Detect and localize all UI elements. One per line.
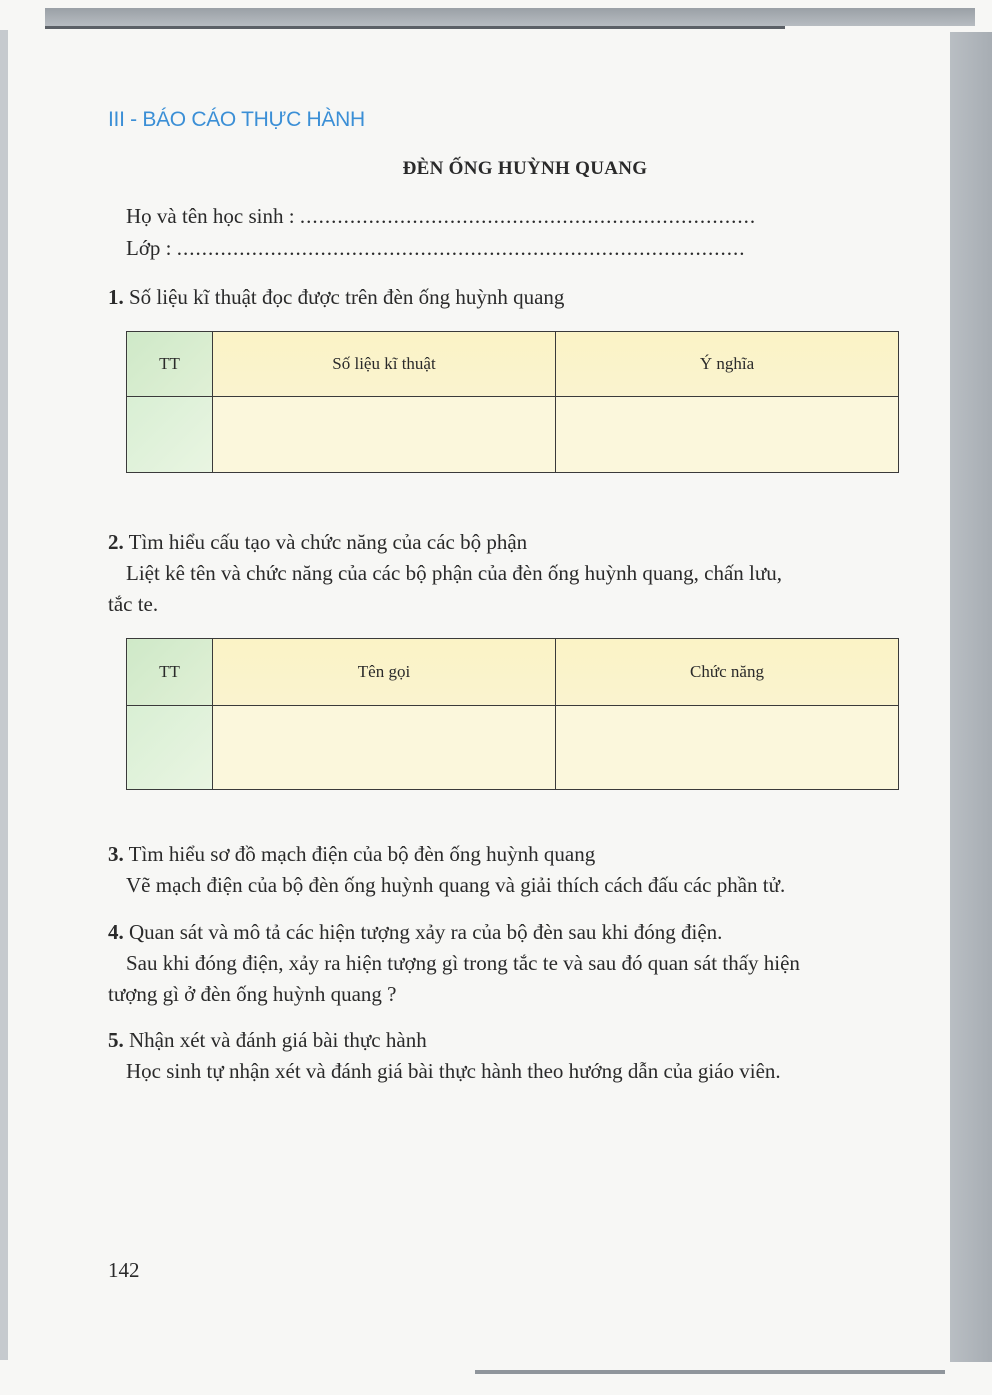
item-4-number: 4.: [108, 920, 124, 944]
item-2-description-line1: Liệt kê tên và chức năng của các bộ phận của đèn ống huỳnh quang, chấn lưu,: [126, 561, 783, 585]
item-4-description-line1: Sau khi đóng điện, xảy ra hiện tượng gì trong tắc te và sau đó quan sát thấy hiện: [126, 951, 800, 975]
item-2-heading: [108, 527, 908, 558]
class-field: [126, 236, 781, 261]
table-cell-empty[interactable]: [556, 397, 899, 473]
table-header-cell: TT: [127, 332, 213, 397]
scan-line-bottom: [475, 1370, 945, 1374]
page-number: 142: [108, 1258, 140, 1282]
table-cell-empty[interactable]: [127, 706, 213, 790]
item-2: [108, 527, 908, 620]
table-cell-empty[interactable]: [127, 397, 213, 473]
item-3-description-line1: Vẽ mạch điện của bộ đèn ống huỳnh quang và giải thích cách đấu các phần tử.: [126, 873, 786, 897]
table-header-cell: Ý nghĩa: [556, 332, 899, 397]
section-heading: III - BÁO CÁO THỰC HÀNH: [108, 108, 365, 131]
table-cell-empty[interactable]: [556, 706, 899, 790]
table-cell-empty[interactable]: [213, 397, 556, 473]
item-5-description-line1: Học sinh tự nhận xét và đánh giá bài thực hành theo hướng dẫn của giáo viên.: [126, 1059, 781, 1083]
student-name-field: [126, 204, 786, 229]
scan-border-top: [45, 8, 975, 26]
table-header-cell: TT: [127, 639, 213, 706]
item-3: [108, 839, 908, 901]
item-2-number: 2.: [108, 530, 124, 554]
class-dots: ...........................................................................................: [176, 236, 746, 260]
table-header-row: [127, 639, 899, 706]
table-header-row: [127, 332, 899, 397]
components-table: [126, 638, 899, 790]
item-3-heading: [108, 839, 908, 870]
scan-border-left: [0, 30, 8, 1360]
table-row: [127, 706, 899, 790]
item-4-title: Quan sát và mô tả các hiện tượng xảy ra của bộ đèn sau khi đóng điện.: [129, 920, 723, 944]
item-1-title: Số liệu kĩ thuật đọc được trên đèn ống huỳnh quang: [129, 285, 565, 309]
item-4-description-line2: tượng gì ở đèn ống huỳnh quang ?: [108, 982, 397, 1006]
item-1: [108, 282, 564, 313]
item-1-number: 1.: [108, 285, 124, 309]
item-5-heading: [108, 1025, 908, 1056]
scan-line-top: [45, 26, 785, 29]
document-title: ĐÈN ỐNG HUỲNH QUANG: [402, 158, 648, 179]
technical-data-table: [126, 331, 899, 473]
item-5: [108, 1025, 908, 1087]
scan-border-right: [950, 32, 992, 1362]
item-5-number: 5.: [108, 1028, 124, 1052]
table-header-cell: Số liệu kĩ thuật: [213, 332, 556, 397]
item-5-title: Nhận xét và đánh giá bài thực hành: [129, 1028, 427, 1052]
item-2-title: Tìm hiểu cấu tạo và chức năng của các bộ phận: [128, 530, 528, 554]
class-label: Lớp :: [126, 236, 172, 260]
table-row: [127, 397, 899, 473]
item-4: [108, 917, 908, 1010]
table-header-cell: Tên gọi: [213, 639, 556, 706]
table-header-cell: Chức năng: [556, 639, 899, 706]
item-4-heading: [108, 917, 908, 948]
student-name-dots: .........................................................................: [299, 204, 757, 228]
item-3-title: Tìm hiểu sơ đồ mạch điện của bộ đèn ống huỳnh quang: [128, 842, 596, 866]
table-cell-empty[interactable]: [213, 706, 556, 790]
student-name-label: Họ và tên học sinh :: [126, 204, 295, 228]
item-2-description-line2: tắc te.: [108, 592, 159, 616]
item-3-number: 3.: [108, 842, 124, 866]
